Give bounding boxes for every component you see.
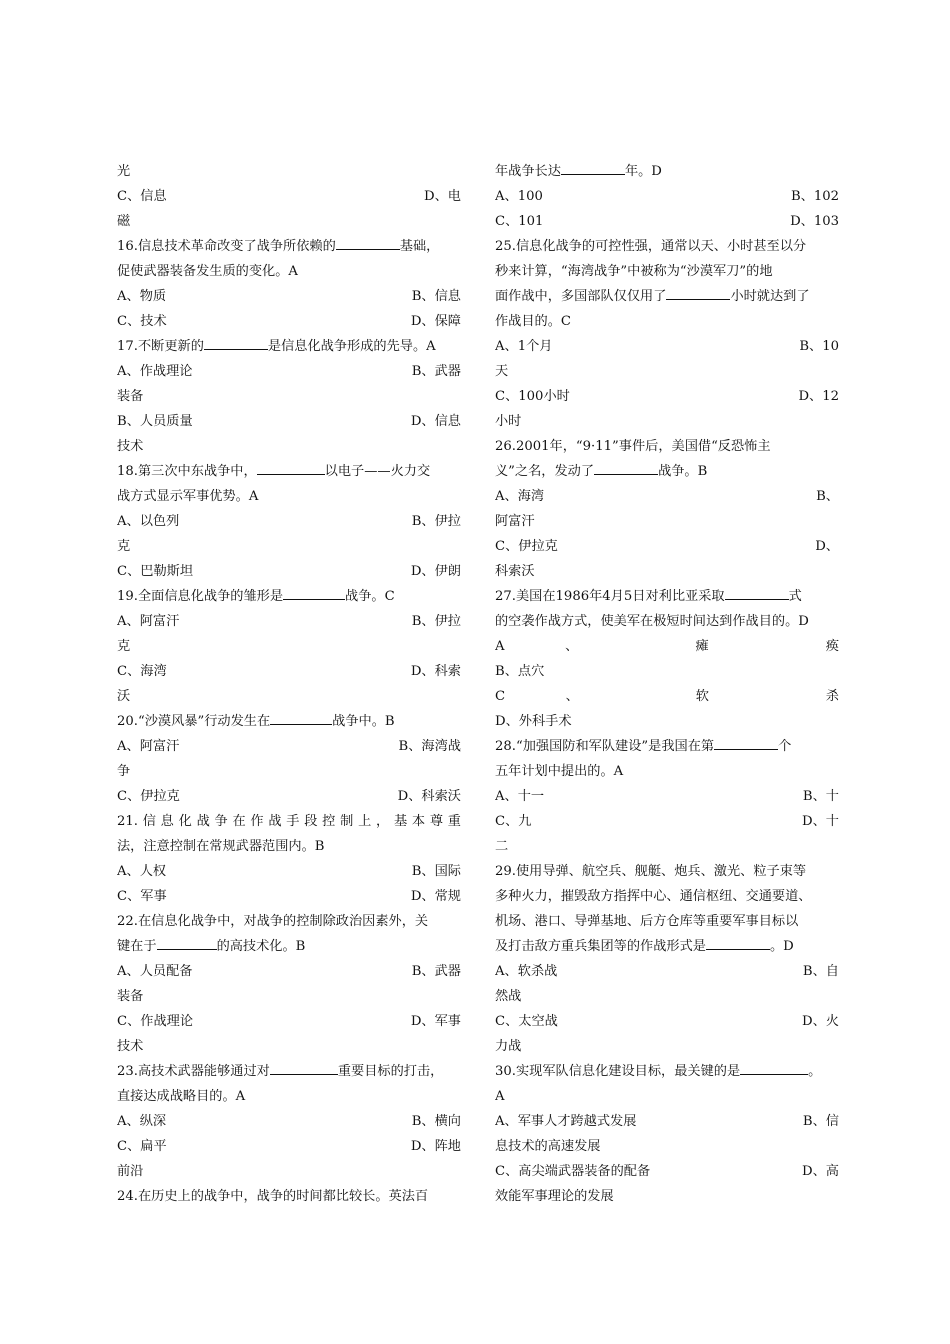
question-text: 年战争长达 — [495, 164, 561, 179]
option-row — [117, 959, 461, 984]
option-left: A、物质 — [117, 289, 167, 304]
question-line — [117, 934, 461, 959]
question-text: 战争。C — [345, 589, 395, 604]
text-line: 24.在历史上的战争中，战争的时间都比较长。英法百 — [117, 1189, 429, 1204]
answer-blank — [257, 460, 325, 475]
option-row — [117, 859, 461, 884]
option-left: C、扁平 — [117, 1139, 167, 1154]
question-line — [495, 284, 839, 309]
option-row — [495, 484, 839, 509]
option-row — [117, 284, 461, 309]
question-line — [117, 459, 461, 484]
option-left: C、作战理论 — [117, 1014, 194, 1029]
option-left: C、军事 — [117, 889, 167, 904]
option-left: A、人员配备 — [117, 964, 193, 979]
question-text: 19.全面信息化战争的雏形是 — [117, 589, 284, 604]
text-line: 阿富汗 — [495, 514, 535, 529]
option-right: D、 — [815, 539, 839, 554]
question-line — [117, 584, 461, 609]
text-line: 技术 — [117, 1039, 144, 1054]
text-line: D、外科手术 — [495, 714, 572, 729]
text-line: 促使武器装备发生质的变化。A — [117, 264, 298, 279]
text-line: 25.信息化战争的可控性强，通常以天、小时甚至以分 — [495, 239, 807, 254]
question-text: 。 — [808, 1064, 822, 1079]
question-text: 是信息化战争形成的先导。A — [267, 339, 436, 354]
option-left: A、作战理论 — [117, 364, 193, 379]
question-text: 个 — [778, 739, 792, 754]
option-row — [495, 534, 839, 559]
question-text: 战争中。B — [332, 714, 395, 729]
text-line: 力战 — [495, 1039, 522, 1054]
question-line — [117, 1059, 461, 1084]
text-line: 克 — [117, 639, 131, 654]
answer-blank — [714, 735, 778, 750]
question-text: 面作战中，多国部队仅仅用了 — [495, 289, 667, 304]
question-line — [117, 334, 461, 359]
option-right: B、10 — [799, 339, 839, 354]
option-right: B、信息 — [411, 289, 461, 304]
text-line: B、点穴 — [495, 664, 545, 679]
answer-blank — [561, 160, 625, 175]
option-right: D、阵地 — [410, 1139, 461, 1154]
option-right: B、102 — [790, 189, 839, 204]
text-line: 前沿 — [117, 1164, 144, 1179]
text-line: 天 — [495, 364, 509, 379]
option-right: B、国际 — [411, 864, 461, 879]
answer-blank — [204, 335, 268, 350]
question-text: 年。D — [624, 164, 662, 179]
option-left: C、101 — [495, 214, 544, 229]
question-line — [495, 734, 839, 759]
text-line: 科索沃 — [495, 564, 535, 579]
text-line: 法，注意控制在常规武器范围内。B — [117, 839, 325, 854]
question-text: 键在于 — [117, 939, 157, 954]
option-row — [117, 309, 461, 334]
option-right: D、常规 — [410, 889, 461, 904]
option-row — [117, 659, 461, 684]
question-text: 18.第三次中东战争中， — [117, 464, 257, 479]
text-line: 的空袭作战方式，使美军在极短时间达到作战目的。D — [495, 614, 809, 629]
question-text: 及打击敌方重兵集团等的作战形式是 — [495, 939, 706, 954]
left-column — [117, 159, 461, 1209]
option-right: B、 — [816, 489, 839, 504]
text-line: 息技术的高速发展 — [495, 1139, 601, 1154]
option-row — [495, 209, 839, 234]
option-right: D、火 — [802, 1014, 839, 1029]
option-left: A、海湾 — [495, 489, 545, 504]
option-right: D、信息 — [410, 414, 461, 429]
option-right: B、武器 — [411, 364, 461, 379]
option-left: A、100 — [495, 189, 543, 204]
option-right: D、十 — [802, 814, 839, 829]
right-column — [495, 159, 839, 1209]
option-left: B、人员质量 — [117, 414, 193, 429]
option-row — [117, 1009, 461, 1034]
option-right: B、伊拉 — [411, 614, 461, 629]
question-line — [495, 1059, 839, 1084]
option-right: B、海湾战 — [398, 739, 461, 754]
text-line: 五年计划中提出的。A — [495, 764, 624, 779]
option-left: A、阿富汗 — [117, 739, 180, 754]
answer-blank — [706, 935, 770, 950]
question-line — [495, 934, 839, 959]
text-line: 机场、港口、导弹基地、后方仓库等重要军事目标以 — [495, 914, 799, 929]
option-row — [117, 184, 461, 209]
answer-blank — [336, 235, 400, 250]
option-left: C、太空战 — [495, 1014, 558, 1029]
question-text: 28.“加强国防和军队建设”是我国在第 — [495, 739, 715, 754]
option-row — [495, 1159, 839, 1184]
option-right: D、伊朗 — [410, 564, 461, 579]
option-left: C、技术 — [117, 314, 167, 329]
question-text: 战争。B — [658, 464, 708, 479]
option-left: C、海湾 — [117, 664, 167, 679]
option-row — [495, 784, 839, 809]
option-right: D、军事 — [410, 1014, 461, 1029]
option-row — [495, 1009, 839, 1034]
question-text: 16.信息技术革命改变了战争所依赖的 — [117, 239, 336, 254]
answer-blank — [270, 1060, 338, 1075]
text-line: 22.在信息化战争中，对战争的控制除政治因素外，关 — [117, 914, 429, 929]
option-row — [117, 1134, 461, 1159]
answer-blank — [157, 935, 217, 950]
option-right: D、保障 — [410, 314, 461, 329]
option-right: D、电 — [424, 189, 461, 204]
text-line: 磁 — [117, 214, 131, 229]
option-right: D、103 — [790, 214, 839, 229]
question-line — [495, 459, 839, 484]
option-left: C、九 — [495, 814, 532, 829]
question-line — [117, 234, 461, 259]
question-text: 的高技术化。B — [216, 939, 306, 954]
option-right: B、十 — [802, 789, 839, 804]
option-left: A、十一 — [495, 789, 545, 804]
option-row — [117, 559, 461, 584]
option-row — [495, 809, 839, 834]
option-right: B、自 — [802, 964, 839, 979]
option-left: A、阿富汗 — [117, 614, 180, 629]
option-row — [117, 509, 461, 534]
text-line: 多种火力，摧毁敌方指挥中心、通信枢纽、交通要道、 — [495, 889, 812, 904]
question-text: 23.高技术武器能够通过对 — [117, 1064, 270, 1079]
option-right: D、12 — [798, 389, 839, 404]
question-text: 以电子——火力交 — [324, 464, 431, 479]
text-line: 26.2001年，“9·11”事件后，美国借“反恐怖主 — [495, 439, 771, 454]
question-text: 30.实现军队信息化建设目标，最关键的是 — [495, 1064, 741, 1079]
option-right: B、伊拉 — [411, 514, 461, 529]
text-line: 争 — [117, 764, 131, 779]
question-line — [117, 709, 461, 734]
option-row — [117, 409, 461, 434]
text-line: 光 — [117, 164, 131, 179]
question-text: 基础， — [399, 239, 440, 254]
option-left: A、1个月 — [495, 339, 553, 354]
option-row — [117, 784, 461, 809]
option-right: D、科索 — [410, 664, 461, 679]
option-row — [117, 359, 461, 384]
answer-blank — [666, 285, 730, 300]
text-line: 小时 — [495, 414, 522, 429]
option-left: C、高尖端武器装备的配备 — [495, 1164, 651, 1179]
option-left: C、巴勒斯坦 — [117, 564, 194, 579]
question-text: 重要目标的打击， — [337, 1064, 444, 1079]
option-right: B、信 — [802, 1114, 839, 1129]
option-right: D、高 — [802, 1164, 839, 1179]
option-row — [495, 959, 839, 984]
option-left: C、伊拉克 — [117, 789, 180, 804]
option-left: C、伊拉克 — [495, 539, 558, 554]
option-left: A、纵深 — [117, 1114, 167, 1129]
text-line: 直接达成战略目的。A — [117, 1089, 246, 1104]
question-line — [495, 584, 839, 609]
text-line: A 、 瘫 痪 — [495, 639, 839, 654]
option-row — [117, 734, 461, 759]
text-line: 29.使用导弹、航空兵、舰艇、炮兵、激光、粒子束等 — [495, 864, 807, 879]
option-left: A、人权 — [117, 864, 167, 879]
option-left: C、信息 — [117, 189, 167, 204]
question-text: 。D — [770, 939, 794, 954]
question-line — [495, 159, 839, 184]
text-line: 然战 — [495, 989, 522, 1004]
answer-blank — [740, 1060, 808, 1075]
question-text: 式 — [788, 589, 802, 604]
text-line: A — [495, 1089, 505, 1104]
text-line: 效能军事理论的发展 — [495, 1189, 614, 1204]
option-left: A、军事人才跨越式发展 — [495, 1114, 637, 1129]
question-text: 小时就达到了 — [730, 289, 810, 304]
text-line: 21.信息化战争在作战手段控制上，基本尊重 — [117, 814, 461, 829]
option-row — [117, 1109, 461, 1134]
option-row — [117, 609, 461, 634]
text-line: 装备 — [117, 989, 144, 1004]
question-text: 27.美国在1986年4月5日对利比亚采取 — [495, 589, 725, 604]
text-line: C 、 软 杀 — [495, 689, 839, 704]
text-line: 装备 — [117, 389, 144, 404]
option-right: B、横向 — [411, 1114, 461, 1129]
text-line: 沃 — [117, 689, 131, 704]
text-line: 战方式显示军事优势。A — [117, 489, 259, 504]
option-row — [495, 384, 839, 409]
option-right: B、武器 — [411, 964, 461, 979]
option-row — [117, 884, 461, 909]
question-text: 17.不断更新的 — [117, 339, 204, 354]
answer-blank — [725, 585, 789, 600]
text-line: 二 — [495, 839, 509, 854]
question-text: 20.“沙漠风暴”行动发生在 — [117, 714, 271, 729]
option-right: D、科索沃 — [397, 789, 461, 804]
text-line: 克 — [117, 539, 131, 554]
text-line: 技术 — [117, 439, 144, 454]
text-line: 秒来计算，“海湾战争”中被称为“沙漠军刀”的地 — [495, 264, 773, 279]
text-line: 作战目的。C — [495, 314, 572, 329]
option-left: A、以色列 — [117, 514, 180, 529]
answer-blank — [594, 460, 658, 475]
answer-blank — [270, 710, 332, 725]
answer-blank — [283, 585, 345, 600]
option-row — [495, 334, 839, 359]
question-text: 义”之名，发动了 — [495, 464, 595, 479]
option-left: C、100小时 — [495, 389, 570, 404]
option-row — [495, 1109, 839, 1134]
option-left: A、软杀战 — [495, 964, 558, 979]
option-row — [495, 184, 839, 209]
